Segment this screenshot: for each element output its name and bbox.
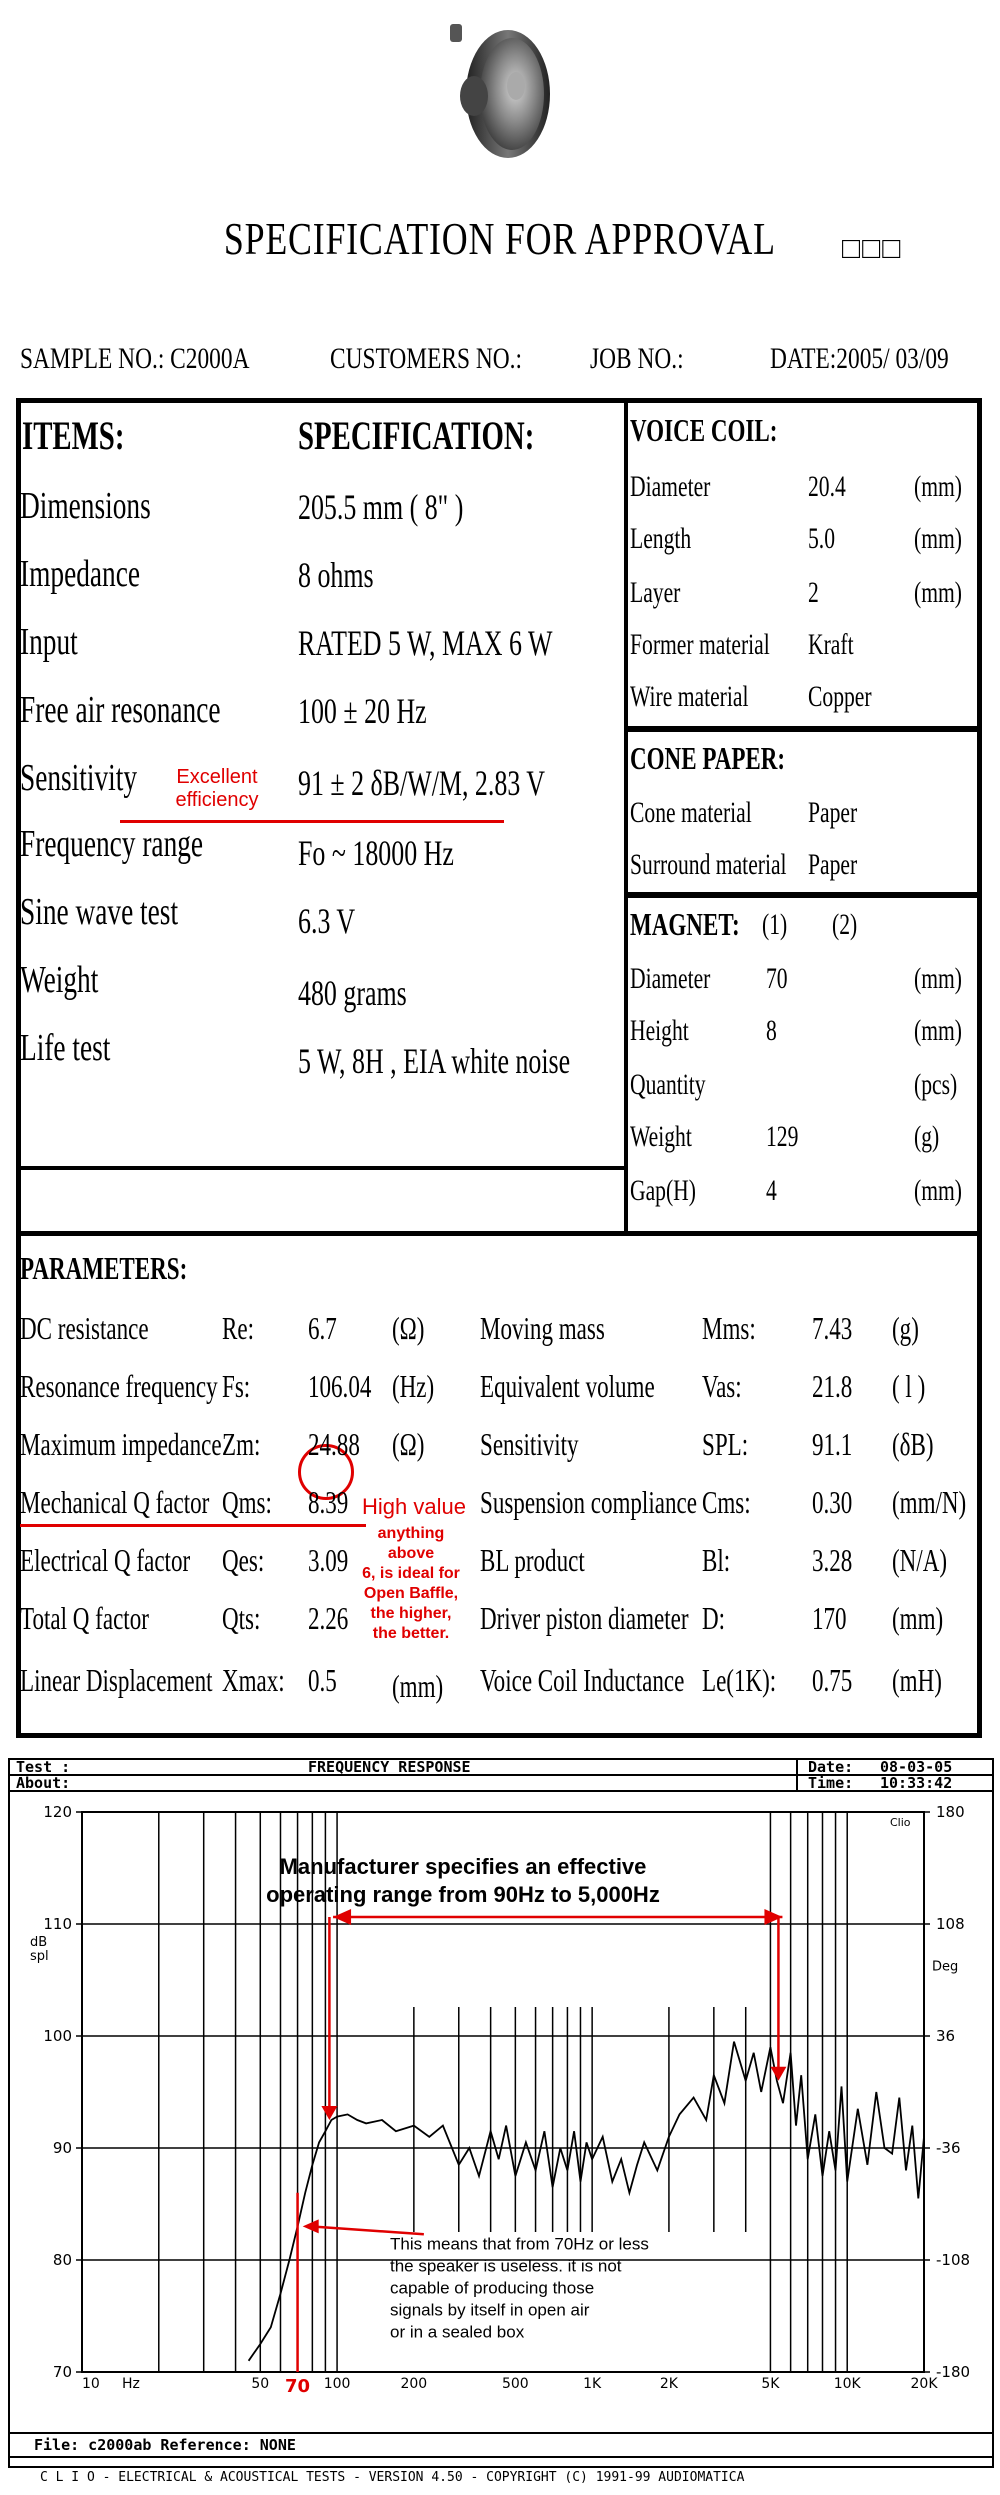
note-high-value: High value <box>362 1494 466 1519</box>
param-right-label-text: Suspension compliance <box>480 1484 697 1520</box>
y2-tick-label: 108 <box>936 1915 965 1933</box>
magnet-label-diameter: Diameter <box>630 962 711 995</box>
graph-footer: C L I O - ELECTRICAL & ACOUSTICAL TESTS - VERSION 4.50 - COPYRIGHT (C) 1991-99 AUDIOMATICA <box>40 2470 745 2485</box>
magnet-value-weight: 129 <box>766 1120 799 1153</box>
param-left-sym-text: Qts: <box>222 1600 261 1636</box>
note-high-detail <box>354 1524 468 1644</box>
param-right-sym-text: Bl: <box>702 1542 731 1578</box>
x-tick-label: 10K <box>833 2376 861 2392</box>
underline-sensitivity <box>120 820 504 823</box>
param-left-unit <box>392 1668 463 1705</box>
param-left-sym-text: Xmax: <box>222 1662 285 1698</box>
param-right-value <box>812 1662 868 1699</box>
cone-value-surround: Paper <box>808 848 858 881</box>
param-left-sym <box>222 1600 275 1637</box>
param-right-label-text: Driver piston diameter <box>480 1600 689 1636</box>
parameters-heading: PARAMETERS: <box>20 1250 188 1286</box>
item-label-input: Input <box>20 621 78 663</box>
param-left-sym <box>222 1542 281 1579</box>
param-left-sym-text: Re: <box>222 1310 254 1346</box>
magnet-unit-diameter: (mm) <box>914 962 962 995</box>
param-right-sym <box>702 1484 770 1521</box>
title-marks: □□□ <box>842 232 903 265</box>
y-axis-unit: dB <box>30 1935 48 1950</box>
y2-axis-unit: Deg <box>932 1959 959 1975</box>
param-right-label <box>480 1310 653 1347</box>
param-left-unit <box>392 1310 437 1347</box>
x-tick-label: 500 <box>501 2376 529 2392</box>
param-left-value-text: 106.04 <box>308 1368 372 1404</box>
item-value-life: 5 W, 8H , EIA white noise <box>298 1041 571 1081</box>
y2-tick-label: -180 <box>936 2363 971 2381</box>
magnet-unit-quantity: (pcs) <box>914 1068 958 1101</box>
item-label-impedance: Impedance <box>20 553 141 595</box>
param-left-value <box>308 1600 364 1637</box>
param-left-sym-text: Qms: <box>222 1484 272 1520</box>
x-tick-label: 50 <box>251 2376 270 2392</box>
param-left-value-text: 6.7 <box>308 1310 337 1346</box>
param-left-value <box>308 1310 348 1347</box>
param-right-value <box>812 1542 868 1579</box>
customers-no: CUSTOMERS NO.: <box>330 342 523 375</box>
param-left-unit-text: (Ω) <box>392 1310 425 1346</box>
items-heading: ITEMS: <box>22 413 125 458</box>
date: DATE:2005/ 03/09 <box>770 342 949 375</box>
param-right-label-text: Sensitivity <box>480 1426 579 1462</box>
item-value-impedance: 8 ohms <box>298 555 374 595</box>
param-right-label-text: Moving mass <box>480 1310 605 1346</box>
param-left-label-text: Mechanical Q factor <box>20 1484 210 1520</box>
divider-items-bottom <box>16 1166 626 1170</box>
note-high-detail-line: Open Baffle, <box>363 1585 459 1602</box>
graph-date-value: 08-03-05 <box>880 1758 953 1776</box>
vertical-divider <box>624 398 628 1236</box>
item-label-life: Life test <box>20 1027 111 1069</box>
frequency-response-chart <box>8 1792 994 2432</box>
param-right-label <box>480 1368 723 1405</box>
vc-label-diameter: Diameter <box>630 470 711 503</box>
param-left-unit-text: (mm) <box>392 1668 444 1704</box>
graph-date-label: Date: <box>808 1758 854 1776</box>
magnet-label-gap: Gap(H) <box>630 1174 696 1207</box>
param-right-unit-text: ( l ) <box>892 1368 926 1404</box>
item-value-frequency: Fo ~ 18000 Hz <box>298 833 454 873</box>
param-left-sym <box>222 1368 261 1405</box>
magnet-value-gap: 4 <box>766 1174 777 1207</box>
x-tick-label: 70 <box>285 2376 311 2397</box>
annotation-low-text: capable of producing those <box>390 2278 595 2298</box>
param-right-unit-text: (mm/N) <box>892 1484 967 1520</box>
param-left-value-text: 24.88 <box>308 1426 360 1462</box>
param-left-label <box>20 1310 199 1347</box>
item-label-sine: Sine wave test <box>20 891 179 933</box>
param-right-label-text: Voice Coil Inductance <box>480 1662 685 1698</box>
param-left-label-text: DC resistance <box>20 1310 149 1346</box>
param-left-sym <box>222 1484 291 1521</box>
vc-value-length: 5.0 <box>808 522 835 555</box>
param-right-value-text: 7.43 <box>812 1310 853 1346</box>
param-left-value <box>308 1542 364 1579</box>
sample-no: SAMPLE NO.: C2000A <box>20 342 250 375</box>
param-right-unit-text: (mH) <box>892 1662 942 1698</box>
annotation-low-text: This means that from 70Hz or less <box>390 2234 649 2254</box>
param-right-unit <box>892 1426 950 1463</box>
item-value-resonance: 100 ± 20 Hz <box>298 691 427 731</box>
y-tick-label: 120 <box>43 1803 72 1821</box>
note-high-detail-line: anything above <box>377 1525 445 1562</box>
y-tick-label: 100 <box>43 2027 72 2045</box>
param-right-sym-text: SPL: <box>702 1426 749 1462</box>
speaker-image <box>440 16 564 166</box>
note-efficiency-line: Excellent <box>176 766 258 788</box>
underline-qms <box>20 1524 366 1527</box>
param-right-sym <box>702 1310 777 1347</box>
vc-value-layer: 2 <box>808 576 819 609</box>
item-value-sine: 6.3 V <box>298 901 356 941</box>
note-high-detail-line: the higher, <box>370 1605 452 1622</box>
x-tick-label: 2K <box>659 2376 678 2392</box>
param-left-sym <box>222 1310 266 1347</box>
graph-file-line: File: c2000ab Reference: NONE <box>34 2436 296 2454</box>
param-right-label-text: BL product <box>480 1542 585 1578</box>
y-tick-label: 110 <box>43 1915 72 1933</box>
vc-unit-length: (mm) <box>914 522 962 555</box>
param-right-value-text: 0.75 <box>812 1662 853 1698</box>
graph-test-label: Test : <box>16 1758 71 1776</box>
param-right-sym <box>702 1368 757 1405</box>
magnet-value-height: 8 <box>766 1014 777 1047</box>
param-left-value-text: 8.39 <box>308 1484 349 1520</box>
graph-header-divider <box>796 1758 798 1792</box>
param-right-value <box>812 1426 868 1463</box>
item-label-dimensions: Dimensions <box>20 485 151 527</box>
item-value-input: RATED 5 W, MAX 6 W <box>298 623 553 663</box>
param-left-label-text: Electrical Q factor <box>20 1542 191 1578</box>
x-tick-label: 1K <box>583 2376 602 2392</box>
annotation-low-text: the speaker is useless. it is not <box>390 2256 622 2276</box>
param-left-sym <box>222 1426 275 1463</box>
param-right-unit <box>892 1542 968 1579</box>
note-high-detail-line: the better. <box>372 1625 450 1642</box>
cone-paper-heading: CONE PAPER: <box>630 740 786 776</box>
job-no: JOB NO.: <box>590 342 684 375</box>
param-left-label-text: Resonance frequency <box>20 1368 218 1404</box>
cone-label-cone: Cone material <box>630 796 752 829</box>
param-right-value-text: 170 <box>812 1600 847 1636</box>
param-left-sym-text: Fs: <box>222 1368 251 1404</box>
param-right-label <box>480 1542 625 1579</box>
param-left-label <box>20 1542 256 1579</box>
item-label-frequency: Frequency range <box>20 823 204 865</box>
y-axis-unit: spl <box>30 1949 49 1964</box>
param-left-value <box>308 1662 348 1699</box>
param-left-unit-text: (Hz) <box>392 1368 435 1404</box>
param-right-unit <box>892 1662 961 1699</box>
param-right-label <box>480 1426 617 1463</box>
magnet-heading: MAGNET: <box>630 906 740 942</box>
x-tick-label: 100 <box>323 2376 351 2392</box>
y-tick-label: 80 <box>52 2251 72 2269</box>
param-right-unit-text: (N/A) <box>892 1542 948 1578</box>
param-right-sym <box>702 1662 805 1699</box>
param-left-label-text: Linear Displacement <box>20 1662 213 1698</box>
param-right-sym <box>702 1600 734 1637</box>
chart-brand: Clio <box>890 1816 911 1829</box>
vc-value-wire: Copper <box>808 680 872 713</box>
param-left-value-text: 3.09 <box>308 1542 349 1578</box>
graph-title: FREQUENCY RESPONSE <box>308 1758 471 1776</box>
param-right-sym-text: Cms: <box>702 1484 751 1520</box>
annotation-low-text: or in a sealed box <box>390 2322 525 2342</box>
x-tick-label: 10 <box>82 2376 100 2392</box>
magnet-unit-height: (mm) <box>914 1014 962 1047</box>
param-right-sym-text: Mms: <box>702 1310 756 1346</box>
annotation-range-text: operating range from 90Hz to 5,000Hz <box>266 1882 660 1907</box>
param-right-value <box>812 1484 868 1521</box>
cone-value-cone: Paper <box>808 796 858 829</box>
x-tick-label: Hz <box>122 2376 140 2392</box>
y2-tick-label: -36 <box>936 2139 961 2157</box>
x-tick-label: 200 <box>400 2376 428 2392</box>
y-tick-label: 90 <box>52 2139 72 2157</box>
vc-label-former: Former material <box>630 628 770 661</box>
vc-unit-diameter: (mm) <box>914 470 962 503</box>
param-right-value-text: 21.8 <box>812 1368 853 1404</box>
cone-label-surround: Surround material <box>630 848 787 881</box>
vc-unit-layer: (mm) <box>914 576 962 609</box>
param-left-label <box>20 1600 199 1637</box>
param-right-unit-text: (g) <box>892 1310 919 1346</box>
param-right-value-text: 0.30 <box>812 1484 853 1520</box>
param-right-sym <box>702 1542 741 1579</box>
magnet-label-weight: Weight <box>630 1120 692 1153</box>
param-right-unit-text: (δB) <box>892 1426 934 1462</box>
param-left-label-text: Total Q factor <box>20 1600 149 1636</box>
vc-value-former: Kraft <box>808 628 854 661</box>
item-label-sensitivity: Sensitivity <box>20 757 138 799</box>
item-label-weight: Weight <box>20 959 99 1001</box>
vc-label-layer: Layer <box>630 576 681 609</box>
param-right-unit <box>892 1484 995 1521</box>
annotation-low-text: signals by itself in open air <box>390 2300 590 2320</box>
param-left-unit <box>392 1426 437 1463</box>
page-title: SPECIFICATION FOR APPROVAL <box>224 213 776 264</box>
param-right-sym <box>702 1426 766 1463</box>
param-right-sym-text: Vas: <box>702 1368 742 1404</box>
graph-about-label: About: <box>16 1774 71 1792</box>
magnet-col-2: (2) <box>832 908 858 941</box>
note-efficiency-line: efficiency <box>175 789 259 811</box>
param-right-sym-text: Le(1K): <box>702 1662 777 1698</box>
param-right-value <box>812 1600 860 1637</box>
note-efficiency <box>152 766 282 812</box>
divider-cone <box>624 892 982 898</box>
y2-tick-label: 180 <box>936 1803 965 1821</box>
magnet-label-quantity: Quantity <box>630 1068 706 1101</box>
param-right-unit <box>892 1368 938 1405</box>
item-value-weight: 480 grams <box>298 973 407 1013</box>
param-right-unit-text: (mm) <box>892 1600 944 1636</box>
param-left-unit-text: (Ω) <box>392 1426 425 1462</box>
vc-label-length: Length <box>630 522 692 555</box>
param-right-label-text: Equivalent volume <box>480 1368 655 1404</box>
note-high-detail-line: 6, is ideal for <box>362 1565 460 1582</box>
spec-heading: SPECIFICATION: <box>298 413 535 458</box>
param-left-value-text: 2.26 <box>308 1600 349 1636</box>
item-value-dimensions: 205.5 mm ( 8" ) <box>298 487 464 527</box>
graph-time-value: 10:33:42 <box>880 1774 953 1792</box>
param-left-sym-text: Zm: <box>222 1426 261 1462</box>
x-tick-label: 5K <box>761 2376 780 2392</box>
magnet-label-height: Height <box>630 1014 689 1047</box>
item-value-sensitivity: 91 ± 2 δB/W/M, 2.83 V <box>298 763 546 803</box>
magnet-unit-gap: (mm) <box>914 1174 962 1207</box>
graph-file-line-rule <box>8 2432 994 2434</box>
annotation-range-text: Manufacturer specifies an effective <box>279 1854 647 1879</box>
magnet-unit-weight: (g) <box>914 1120 940 1153</box>
vc-label-wire: Wire material <box>630 680 749 713</box>
divider-voice-coil <box>624 726 982 732</box>
item-label-resonance: Free air resonance <box>20 689 221 731</box>
param-left-unit <box>392 1368 451 1405</box>
vc-value-diameter: 20.4 <box>808 470 846 503</box>
voice-coil-heading: VOICE COIL: <box>630 412 778 448</box>
graph-time-label: Time: <box>808 1774 854 1792</box>
param-right-unit <box>892 1310 929 1347</box>
graph-footer-rule <box>8 2456 994 2458</box>
param-right-unit <box>892 1600 963 1637</box>
param-left-value <box>308 1426 380 1463</box>
y-tick-label: 70 <box>52 2363 72 2381</box>
y2-tick-label: 36 <box>936 2027 956 2045</box>
x-tick-label: 20K <box>910 2376 938 2392</box>
param-right-value-text: 91.1 <box>812 1426 853 1462</box>
param-right-sym-text: D: <box>702 1600 726 1636</box>
param-right-value <box>812 1310 868 1347</box>
y2-tick-label: -108 <box>936 2251 971 2269</box>
magnet-col-1: (1) <box>762 908 788 941</box>
param-left-value-text: 0.5 <box>308 1662 337 1698</box>
param-left-sym-text: Qes: <box>222 1542 265 1578</box>
param-left-value <box>308 1484 364 1521</box>
param-right-value <box>812 1368 868 1405</box>
param-left-label-text: Maximum impedance <box>20 1426 222 1462</box>
param-right-value-text: 3.28 <box>812 1542 853 1578</box>
param-left-value <box>308 1368 396 1405</box>
magnet-value-diameter: 70 <box>766 962 788 995</box>
param-left-sym <box>222 1662 309 1699</box>
